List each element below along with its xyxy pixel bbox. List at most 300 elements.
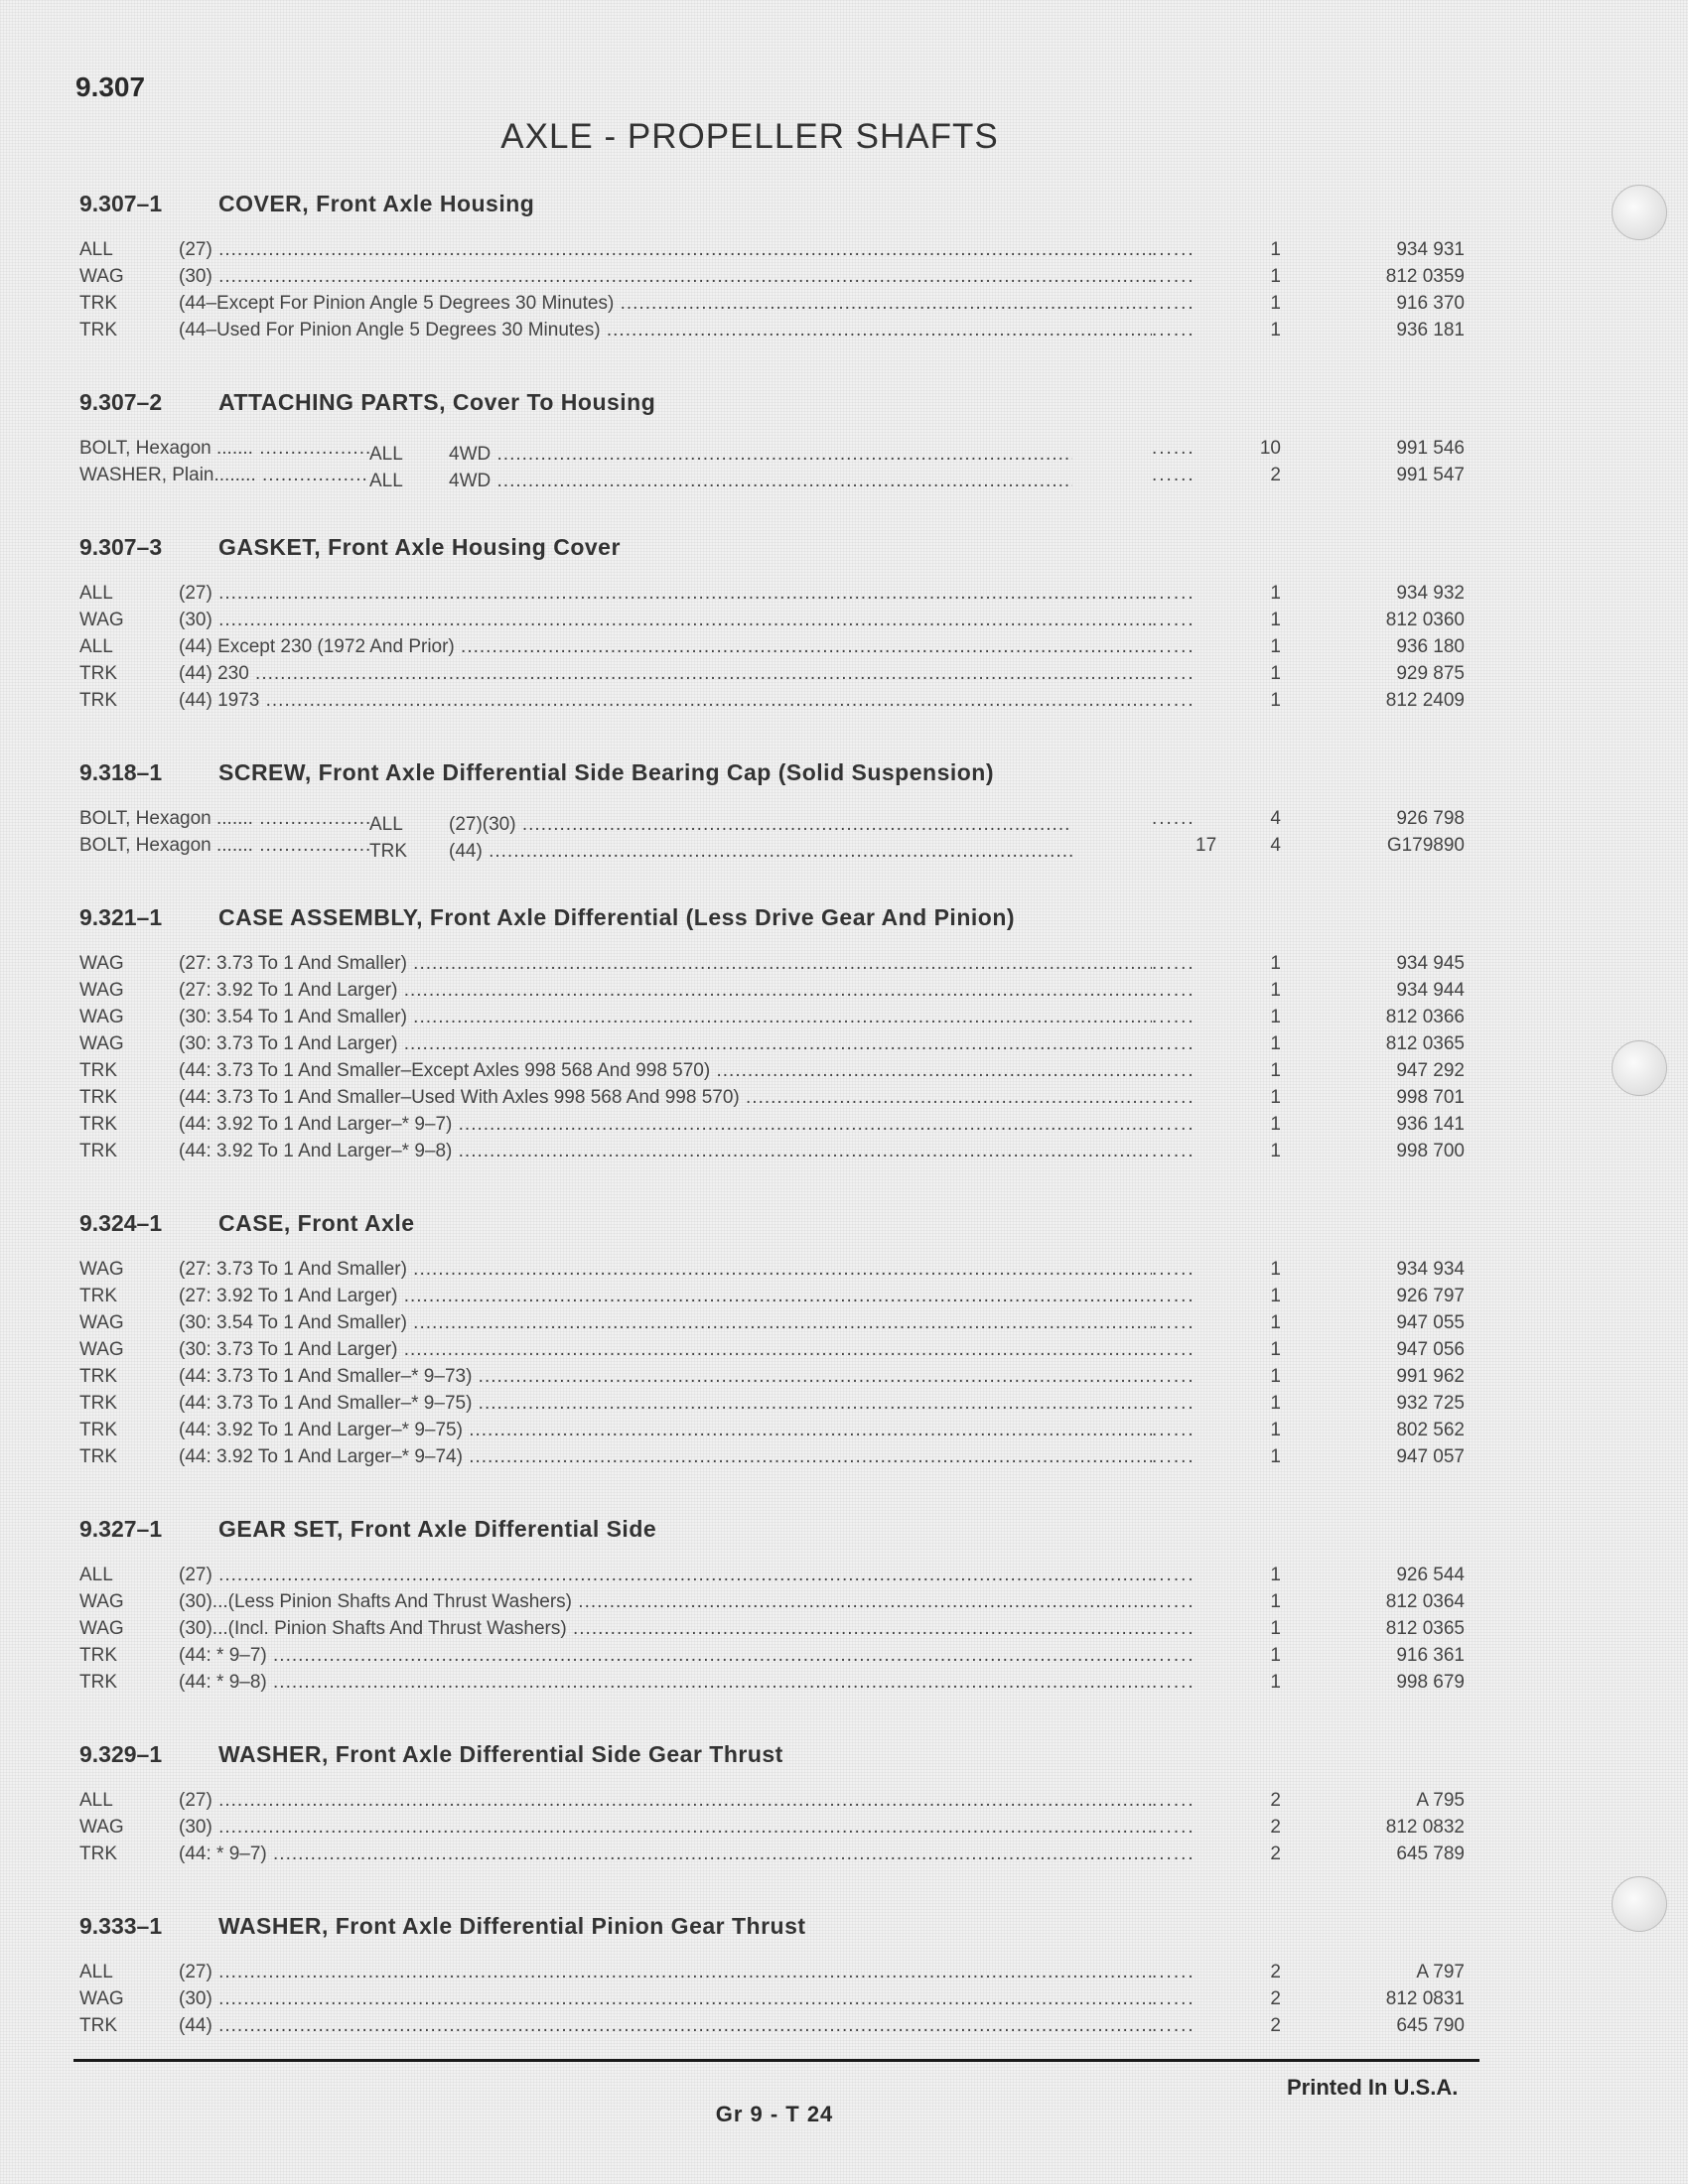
part-number: 947 056 — [1396, 1339, 1465, 1360]
quantity: 10 — [1259, 438, 1281, 459]
list-item — [79, 1565, 1465, 1591]
section-rows — [79, 953, 1465, 1167]
list-item — [79, 1141, 1465, 1167]
description: (30) ..... — [179, 610, 1152, 631]
list-item — [79, 2015, 1465, 2042]
part-number: A 797 — [1416, 1962, 1465, 1982]
description: (27: 3.92 To 1 And Larger) ..... — [179, 980, 1152, 1002]
leader-dots: ...... — [1152, 1114, 1196, 1135]
part-name: BOLT, Hexagon ....... ..... — [79, 835, 369, 857]
list-item — [79, 1060, 1465, 1087]
quantity: 1 — [1270, 583, 1281, 604]
description: (44–Used For Pinion Angle 5 Degrees 30 Minutes) ..... — [179, 320, 1152, 341]
description: (44: 3.92 To 1 And Larger–* 9–75) ..... — [179, 1420, 1152, 1441]
leader-dots: ...... — [1152, 1420, 1196, 1440]
quantity: 1 — [1270, 266, 1281, 287]
quantity: 1 — [1270, 1645, 1281, 1666]
application: ALL — [369, 444, 403, 465]
reference-number: 17 — [1196, 835, 1217, 856]
quantity: 1 — [1270, 1141, 1281, 1161]
description: (30)...(Less Pinion Shafts And Thrust Washers) ..... — [179, 1591, 1152, 1613]
quantity: 2 — [1270, 465, 1281, 485]
description: 4WD ..... — [449, 444, 1072, 465]
description: (30) ..... — [179, 1817, 1152, 1839]
model-code: TRK — [79, 1393, 117, 1414]
part-name: BOLT, Hexagon ....... ..... — [79, 438, 369, 460]
quantity: 4 — [1270, 808, 1281, 829]
footer-rule — [73, 2059, 1479, 2062]
model-code: WAG — [79, 1312, 124, 1333]
quantity: 1 — [1270, 1618, 1281, 1639]
leader-dots: ...... — [1152, 1366, 1196, 1387]
model-code: WAG — [79, 953, 124, 974]
description: (44: 3.73 To 1 And Smaller–* 9–73) ..... — [179, 1366, 1152, 1388]
leader-dots: ...... — [1152, 438, 1196, 459]
model-code: TRK — [79, 1672, 117, 1693]
description: (44) ..... — [179, 2015, 1152, 2037]
part-line — [79, 808, 1072, 836]
section-title: GEAR SET, Front Axle Differential Side — [218, 1516, 657, 1542]
part-number: 936 181 — [1396, 320, 1465, 341]
part-number: 812 0359 — [1385, 266, 1465, 287]
parts-section — [79, 1896, 1465, 2042]
page-title: AXLE - PROPELLER SHAFTS — [500, 117, 999, 156]
section-number: 9.307–3 — [79, 534, 163, 560]
description: (44: 3.92 To 1 And Larger–* 9–74) ..... — [179, 1446, 1152, 1468]
part-number: 645 789 — [1396, 1843, 1465, 1864]
part-number: 645 790 — [1396, 2015, 1465, 2036]
leader-dots: ...... — [1152, 583, 1196, 604]
leader-dots: ...... — [1152, 1339, 1196, 1360]
part-number: 998 700 — [1396, 1141, 1465, 1161]
leader-dots: ...... — [1152, 610, 1196, 630]
quantity: 1 — [1270, 953, 1281, 974]
model-code: ALL — [79, 583, 113, 604]
description: (30) ..... — [179, 266, 1152, 288]
list-item — [79, 1007, 1465, 1033]
list-item — [79, 293, 1465, 320]
section-number: 9.327–1 — [79, 1516, 163, 1542]
section-heading — [79, 1499, 1390, 1543]
part-number: 936 180 — [1396, 636, 1465, 657]
part-number: 926 798 — [1396, 808, 1465, 829]
part-number: 934 932 — [1396, 583, 1465, 604]
part-number: 812 0364 — [1385, 1591, 1465, 1612]
section-title: GASKET, Front Axle Housing Cover — [218, 534, 621, 560]
leader-dots: ...... — [1152, 1591, 1196, 1612]
quantity: 2 — [1270, 1817, 1281, 1838]
description: (30: 3.73 To 1 And Larger) ..... — [179, 1033, 1152, 1055]
model-code: TRK — [79, 1286, 117, 1306]
leader-dots: ...... — [1152, 980, 1196, 1001]
part-number: 929 875 — [1396, 663, 1465, 684]
part-number: 998 701 — [1396, 1087, 1465, 1108]
model-code: TRK — [79, 1843, 117, 1864]
application: TRK — [369, 841, 407, 862]
section-heading — [79, 372, 1390, 416]
model-code: WAG — [79, 266, 124, 287]
description: (30: 3.54 To 1 And Smaller) ..... — [179, 1007, 1152, 1028]
application: ALL — [369, 471, 403, 491]
part-number: 947 055 — [1396, 1312, 1465, 1333]
description: (44–Except For Pinion Angle 5 Degrees 30 Minutes) ..... — [179, 293, 1152, 315]
part-number: G179890 — [1386, 835, 1465, 856]
section-title: ATTACHING PARTS, Cover To Housing — [218, 389, 656, 415]
model-code: TRK — [79, 1087, 117, 1108]
description: (44: 3.73 To 1 And Smaller–Used With Axles 998 568 And 998 570) ..... — [179, 1087, 1152, 1109]
description: (44) Except 230 (1972 And Prior) ..... — [179, 636, 1152, 658]
list-item — [79, 953, 1465, 980]
section-number: 9.307–1 — [79, 191, 163, 216]
model-code: WAG — [79, 1988, 124, 2009]
model-code: WAG — [79, 1007, 124, 1027]
leader-dots: ...... — [1152, 1087, 1196, 1108]
quantity: 1 — [1270, 1565, 1281, 1585]
parts-list — [79, 174, 1465, 2068]
section-number: 9.321–1 — [79, 904, 163, 930]
part-number: 991 546 — [1396, 438, 1465, 459]
part-number: 812 2409 — [1385, 690, 1465, 711]
list-item — [79, 1087, 1465, 1114]
description: (30: 3.73 To 1 And Larger) ..... — [179, 1339, 1152, 1361]
model-code: ALL — [79, 239, 113, 260]
parts-section — [79, 1193, 1465, 1473]
quantity: 1 — [1270, 1591, 1281, 1612]
section-title: WASHER, Front Axle Differential Pinion Gear Thrust — [218, 1913, 806, 1939]
leader-dots: ...... — [1152, 320, 1196, 341]
part-line — [79, 438, 1072, 466]
description: (27)(30) ..... — [449, 814, 1072, 835]
description: (27) ..... — [179, 1790, 1152, 1812]
leader-dots: ...... — [1152, 1259, 1196, 1280]
model-code: TRK — [79, 663, 117, 684]
list-item — [79, 1817, 1465, 1843]
quantity: 1 — [1270, 293, 1281, 314]
leader-dots: ...... — [1152, 1393, 1196, 1414]
section-rows — [79, 438, 1465, 491]
list-item — [79, 583, 1465, 610]
list-item — [79, 1591, 1465, 1618]
part-number: 934 944 — [1396, 980, 1465, 1001]
section-number: 9.318–1 — [79, 759, 163, 785]
list-item — [79, 465, 1465, 491]
part-number: 947 292 — [1396, 1060, 1465, 1081]
section-number: 9.333–1 — [79, 1913, 163, 1939]
list-item — [79, 980, 1465, 1007]
leader-dots: ...... — [1152, 1033, 1196, 1054]
quantity: 1 — [1270, 1060, 1281, 1081]
list-item — [79, 1259, 1465, 1286]
quantity: 1 — [1270, 663, 1281, 684]
quantity: 1 — [1270, 1420, 1281, 1440]
part-number: 812 0365 — [1385, 1033, 1465, 1054]
description: (27) ..... — [179, 1962, 1152, 1983]
printed-note: Printed In U.S.A. — [1287, 2075, 1459, 2100]
section-title: CASE, Front Axle — [218, 1210, 415, 1236]
section-rows — [79, 1790, 1465, 1870]
quantity: 1 — [1270, 1339, 1281, 1360]
part-number: 998 679 — [1396, 1672, 1465, 1693]
part-name: WASHER, Plain........ ..... — [79, 465, 369, 486]
section-title: CASE ASSEMBLY, Front Axle Differential (Less Drive Gear And Pinion) — [218, 904, 1016, 930]
model-code: WAG — [79, 1033, 124, 1054]
section-heading — [79, 743, 1390, 786]
section-rows — [79, 239, 1465, 346]
description: (44: 3.92 To 1 And Larger–* 9–8) ..... — [179, 1141, 1152, 1162]
parts-section — [79, 517, 1465, 717]
description: (27: 3.92 To 1 And Larger) ..... — [179, 1286, 1152, 1307]
leader-dots: ...... — [1152, 953, 1196, 974]
leader-dots: ...... — [1152, 1312, 1196, 1333]
leader-dots: ...... — [1152, 266, 1196, 287]
part-number: 926 797 — [1396, 1286, 1465, 1306]
section-heading — [79, 887, 1390, 931]
part-number: 926 544 — [1396, 1565, 1465, 1585]
leader-dots: ...... — [1152, 1007, 1196, 1027]
binder-hole — [1612, 1040, 1667, 1096]
description: (30)...(Incl. Pinion Shafts And Thrust Washers) ..... — [179, 1618, 1152, 1640]
description: (44) 230 ..... — [179, 663, 1152, 685]
quantity: 2 — [1270, 2015, 1281, 2036]
leader-dots: ...... — [1152, 808, 1196, 829]
quantity: 1 — [1270, 1007, 1281, 1027]
quantity: 1 — [1270, 1312, 1281, 1333]
leader-dots: ...... — [1152, 465, 1196, 485]
part-number: 936 141 — [1396, 1114, 1465, 1135]
model-code: WAG — [79, 1591, 124, 1612]
quantity: 1 — [1270, 239, 1281, 260]
quantity: 2 — [1270, 1843, 1281, 1864]
quantity: 1 — [1270, 636, 1281, 657]
quantity: 1 — [1270, 1672, 1281, 1693]
part-number: 934 931 — [1396, 239, 1465, 260]
model-code: WAG — [79, 1339, 124, 1360]
list-item — [79, 320, 1465, 346]
list-item — [79, 808, 1465, 835]
leader-dots: ...... — [1152, 1790, 1196, 1811]
part-line — [79, 465, 1072, 492]
leader-dots: ...... — [1152, 1962, 1196, 1982]
description: (44: 3.73 To 1 And Smaller–* 9–75) ..... — [179, 1393, 1152, 1415]
description: (27: 3.73 To 1 And Smaller) ..... — [179, 1259, 1152, 1281]
leader-dots: ...... — [1152, 1446, 1196, 1467]
quantity: 1 — [1270, 1446, 1281, 1467]
quantity: 2 — [1270, 1790, 1281, 1811]
part-name: BOLT, Hexagon ....... ..... — [79, 808, 369, 830]
list-item — [79, 1312, 1465, 1339]
part-number: 812 0365 — [1385, 1618, 1465, 1639]
description: 4WD ..... — [449, 471, 1072, 491]
part-line — [79, 835, 1072, 863]
application: ALL — [369, 814, 403, 835]
description: (27) ..... — [179, 583, 1152, 605]
list-item — [79, 1339, 1465, 1366]
part-number: 991 547 — [1396, 465, 1465, 485]
part-number: 947 057 — [1396, 1446, 1465, 1467]
description: (30: 3.54 To 1 And Smaller) ..... — [179, 1312, 1152, 1334]
section-rows — [79, 1565, 1465, 1699]
section-heading — [79, 517, 1390, 561]
part-number: 812 0366 — [1385, 1007, 1465, 1027]
parts-section — [79, 174, 1465, 346]
leader-dots: ...... — [1152, 1141, 1196, 1161]
description: (27: 3.73 To 1 And Smaller) ..... — [179, 953, 1152, 975]
model-code: TRK — [79, 690, 117, 711]
quantity: 1 — [1270, 980, 1281, 1001]
model-code: TRK — [79, 1114, 117, 1135]
leader-dots: ...... — [1152, 1817, 1196, 1838]
list-item — [79, 1420, 1465, 1446]
model-code: WAG — [79, 1259, 124, 1280]
section-heading — [79, 1193, 1390, 1237]
leader-dots: ...... — [1152, 1060, 1196, 1081]
model-code: ALL — [79, 1790, 113, 1811]
list-item — [79, 1446, 1465, 1473]
part-number: 934 945 — [1396, 953, 1465, 974]
list-item — [79, 239, 1465, 266]
part-number: 916 361 — [1396, 1645, 1465, 1666]
leader-dots: ...... — [1152, 2015, 1196, 2036]
leader-dots: ...... — [1152, 1565, 1196, 1585]
section-title: COVER, Front Axle Housing — [218, 191, 535, 216]
model-code: TRK — [79, 320, 117, 341]
model-code: TRK — [79, 2015, 117, 2036]
leader-dots: ...... — [1152, 1645, 1196, 1666]
quantity: 4 — [1270, 835, 1281, 856]
model-code: WAG — [79, 610, 124, 630]
model-code: TRK — [79, 293, 117, 314]
section-title: WASHER, Front Axle Differential Side Gear Thrust — [218, 1741, 783, 1767]
part-number: 812 0831 — [1385, 1988, 1465, 2009]
description: (44: * 9–8) ..... — [179, 1672, 1152, 1694]
quantity: 1 — [1270, 1259, 1281, 1280]
quantity: 1 — [1270, 1114, 1281, 1135]
part-number: 932 725 — [1396, 1393, 1465, 1414]
part-number: 812 0832 — [1385, 1817, 1465, 1838]
model-code: ALL — [79, 1565, 113, 1585]
page-code: Gr 9 - T 24 — [715, 2102, 834, 2126]
model-code: TRK — [79, 1446, 117, 1467]
part-number: 934 934 — [1396, 1259, 1465, 1280]
leader-dots: ...... — [1152, 1843, 1196, 1864]
list-item — [79, 438, 1465, 465]
list-item — [79, 1286, 1465, 1312]
model-code: WAG — [79, 1618, 124, 1639]
leader-dots: ...... — [1152, 636, 1196, 657]
section-heading — [79, 1896, 1390, 1940]
quantity: 1 — [1270, 690, 1281, 711]
list-item — [79, 636, 1465, 663]
section-heading — [79, 174, 1390, 217]
section-number: 9.307–2 — [79, 389, 163, 415]
leader-dots: ...... — [1152, 293, 1196, 314]
list-item — [79, 1645, 1465, 1672]
description: (44: * 9–7) ..... — [179, 1843, 1152, 1865]
quantity: 2 — [1270, 1962, 1281, 1982]
part-number: A 795 — [1416, 1790, 1465, 1811]
list-item — [79, 1962, 1465, 1988]
quantity: 1 — [1270, 320, 1281, 341]
description: (27) ..... — [179, 239, 1152, 261]
model-code: TRK — [79, 1366, 117, 1387]
binder-hole — [1612, 1876, 1667, 1932]
quantity: 1 — [1270, 610, 1281, 630]
part-number: 991 962 — [1396, 1366, 1465, 1387]
description: (44) 1973 ..... — [179, 690, 1152, 712]
description: (44: 3.92 To 1 And Larger–* 9–7) ..... — [179, 1114, 1152, 1136]
leader-dots: ...... — [1152, 1988, 1196, 2009]
leader-dots: ...... — [1152, 1286, 1196, 1306]
model-code: TRK — [79, 1420, 117, 1440]
part-number: 812 0360 — [1385, 610, 1465, 630]
part-number: 802 562 — [1396, 1420, 1465, 1440]
description: (44: * 9–7) ..... — [179, 1645, 1152, 1667]
part-number: 916 370 — [1396, 293, 1465, 314]
model-code: WAG — [79, 980, 124, 1001]
quantity: 1 — [1270, 1393, 1281, 1414]
page-number: 9.307 — [75, 71, 146, 102]
leader-dots: ...... — [1152, 1618, 1196, 1639]
section-rows — [79, 1259, 1465, 1473]
model-code: TRK — [79, 1141, 117, 1161]
binder-hole — [1612, 185, 1667, 240]
quantity: 1 — [1270, 1087, 1281, 1108]
list-item — [79, 1672, 1465, 1699]
list-item — [79, 1033, 1465, 1060]
quantity: 1 — [1270, 1286, 1281, 1306]
description: (44) ..... — [449, 841, 1072, 862]
section-rows — [79, 583, 1465, 717]
model-code: WAG — [79, 1817, 124, 1838]
list-item — [79, 1790, 1465, 1817]
description: (44: 3.73 To 1 And Smaller–Except Axles 998 568 And 998 570) ..... — [179, 1060, 1152, 1082]
model-code: ALL — [79, 1962, 113, 1982]
parts-section — [79, 1724, 1465, 1870]
parts-section — [79, 887, 1465, 1167]
description: (27) ..... — [179, 1565, 1152, 1586]
list-item — [79, 1393, 1465, 1420]
quantity: 1 — [1270, 1366, 1281, 1387]
quantity: 1 — [1270, 1033, 1281, 1054]
list-item — [79, 690, 1465, 717]
list-item — [79, 266, 1465, 293]
section-number: 9.324–1 — [79, 1210, 163, 1236]
section-title: SCREW, Front Axle Differential Side Bearing Cap (Solid Suspension) — [218, 759, 995, 785]
leader-dots: ...... — [1152, 690, 1196, 711]
list-item — [79, 663, 1465, 690]
list-item — [79, 1114, 1465, 1141]
model-code: ALL — [79, 636, 113, 657]
model-code: TRK — [79, 1645, 117, 1666]
section-number: 9.329–1 — [79, 1741, 163, 1767]
section-rows — [79, 808, 1465, 862]
list-item — [79, 1366, 1465, 1393]
list-item — [79, 1988, 1465, 2015]
list-item — [79, 835, 1465, 862]
list-item — [79, 1618, 1465, 1645]
description: (30) ..... — [179, 1988, 1152, 2010]
leader-dots: ...... — [1152, 239, 1196, 260]
model-code: TRK — [79, 1060, 117, 1081]
parts-section — [79, 1499, 1465, 1699]
leader-dots: ...... — [1152, 663, 1196, 684]
list-item — [79, 610, 1465, 636]
parts-section — [79, 372, 1465, 491]
list-item — [79, 1843, 1465, 1870]
parts-section — [79, 743, 1465, 862]
leader-dots: ...... — [1152, 1672, 1196, 1693]
quantity: 2 — [1270, 1988, 1281, 2009]
